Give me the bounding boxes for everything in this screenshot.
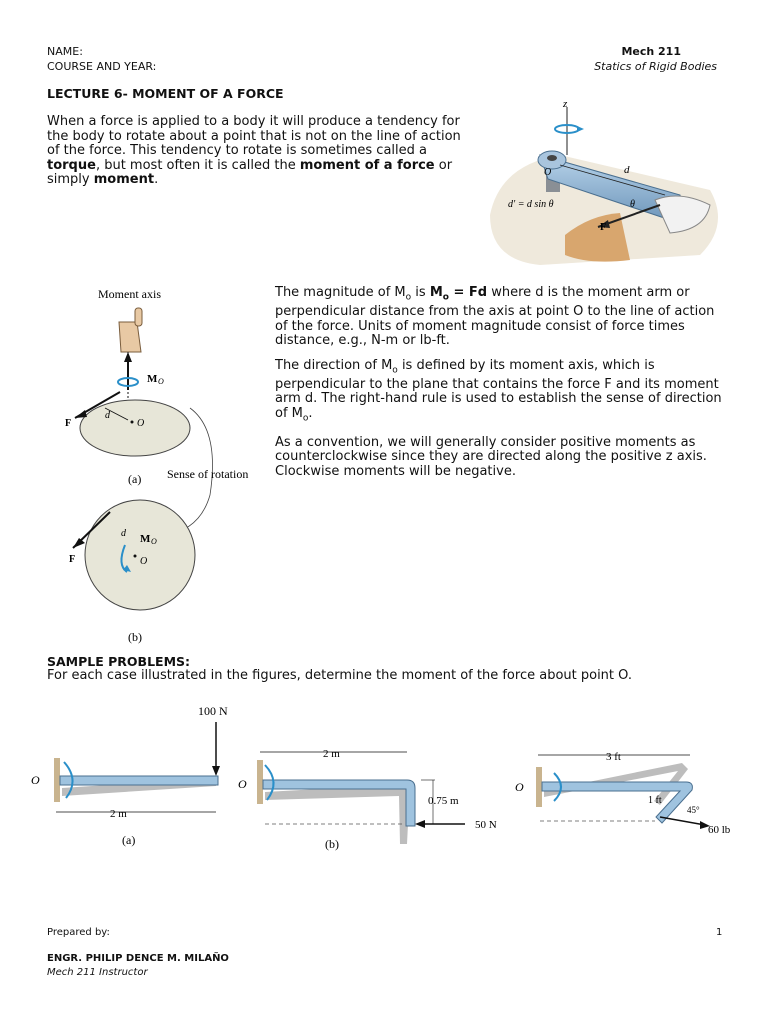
b-height-label: 0.75 m <box>428 795 459 807</box>
mo-sub-b: O <box>151 537 157 546</box>
mo-arrowhead-icon <box>124 352 132 362</box>
mag-text-1: The magnitude of M <box>275 285 406 300</box>
a-beam <box>60 776 218 785</box>
wrench-z-label: z <box>563 98 568 110</box>
c-o-label: O <box>515 780 524 794</box>
wrench-f-label: F <box>600 222 607 233</box>
sample-figure-a <box>28 700 243 855</box>
label-a: (a) <box>128 472 142 486</box>
lecture-title: LECTURE 6- MOMENT OF A FORCE <box>47 86 284 101</box>
sample-figure-c <box>510 745 750 840</box>
course-title: Statics of Rigid Bodies <box>594 60 717 73</box>
mag-eq-sub: o <box>442 292 449 303</box>
wrench-dprime-label: d′ = d sin θ <box>508 199 554 210</box>
wrench-d-label: d <box>624 164 630 176</box>
dir-text-1: The direction of M <box>275 357 393 373</box>
explanation-column <box>275 286 730 489</box>
c-dist-label: 3 ft <box>606 751 621 763</box>
a-o-label: O <box>31 773 40 787</box>
mag-eq-m: M <box>429 285 443 300</box>
dir-sub-2: o <box>302 413 309 424</box>
force-arrowhead-a-icon <box>75 410 87 418</box>
magnitude-paragraph <box>275 286 730 349</box>
mo-label-b: M <box>140 533 151 545</box>
d-label-b: d <box>121 528 126 539</box>
wrench-theta-label: θ <box>630 199 635 210</box>
c-force-arrow <box>660 817 705 825</box>
f-label-a: F <box>65 418 72 429</box>
convention-paragraph: As a convention, we will generally consider positive moments as counterclockwise since they are directed along the positive z axis. Clockwise moments will be negative. <box>275 434 707 479</box>
pivot-b <box>134 555 137 558</box>
wrench-o-label: O <box>544 167 552 178</box>
dir-text-2: is defined by its moment axis, which is perpendicular to the plane that contains the force F and its moment arm d. The right-hand rule is used to establish the sense of direction of M <box>275 357 722 421</box>
course-code: Mech 211 <box>621 45 681 58</box>
author-name: ENGR. PHILIP DENCE M. MILAÑO <box>47 953 229 964</box>
a-figure-label: (a) <box>122 833 136 847</box>
moment-axis-label: Moment axis <box>98 287 161 301</box>
f-label-b: F <box>69 554 76 565</box>
direction-paragraph <box>275 359 730 426</box>
mo-label-a: M <box>147 373 158 385</box>
intro-torque: torque <box>47 157 96 173</box>
intro-text-3: or simply <box>47 157 453 187</box>
mag-sub-1: o <box>405 292 412 303</box>
b-force-label: 50 N <box>475 819 497 831</box>
course-year-label: COURSE AND YEAR: <box>47 60 157 73</box>
name-label: NAME: <box>47 45 83 58</box>
b-bent-beam <box>263 780 415 826</box>
moment-axis-figure <box>45 280 270 645</box>
intro-text-4: . <box>154 172 159 187</box>
mo-sub-a: O <box>158 377 164 386</box>
c-wall <box>536 767 542 807</box>
o-label-a: O <box>137 418 145 429</box>
force-arrowhead-b-icon <box>73 538 85 548</box>
mag-eq-rest: = Fd <box>448 285 488 300</box>
sense-of-rotation-label: Sense of rotation <box>167 467 249 481</box>
thumb-up-icon <box>119 322 141 352</box>
b-wall <box>257 760 263 804</box>
b-force-arrowhead-icon <box>415 820 425 828</box>
a-force-arrowhead-icon <box>212 766 220 776</box>
dir-text-3: . <box>308 405 313 421</box>
disc-b <box>85 500 195 610</box>
author-role: Mech 211 Instructor <box>47 967 148 978</box>
pivot-a <box>131 421 134 424</box>
sample-figure-b <box>235 740 500 855</box>
intro-moment-of-force: moment of a force <box>299 157 435 173</box>
intro-paragraph <box>47 115 467 188</box>
b-figure-label: (b) <box>325 837 339 851</box>
bolt-hole <box>547 155 557 161</box>
intro-moment: moment <box>93 172 155 187</box>
mag-text-3: where d is the moment arm or perpendicular distance from the axis at point O to the line of action of the force. Units of moment magnitude consist of force times distance, e.g., N-m or lb-ft. <box>275 285 715 349</box>
thumb-icon <box>135 308 142 326</box>
a-force-label: 100 N <box>198 704 228 718</box>
mag-text-2: is <box>411 285 430 300</box>
c-angle-label: 45° <box>687 805 700 815</box>
b-deflection-shadow <box>265 784 410 844</box>
o-label-b: O <box>140 556 148 567</box>
c-bent-beam <box>542 782 692 823</box>
label-b: (b) <box>128 630 142 644</box>
a-dist-label: 2 m <box>110 808 127 820</box>
disc-a <box>80 400 190 456</box>
prepared-by-label: Prepared by: <box>47 927 110 938</box>
c-force-label: 60 lb <box>708 824 731 836</box>
dir-sub-1: o <box>392 365 398 376</box>
b-dist-label: 2 m <box>323 748 340 760</box>
b-o-label: O <box>238 777 247 791</box>
wrench-figure <box>480 95 730 270</box>
page-number: 1 <box>716 927 723 938</box>
d-label-a: d <box>105 410 110 421</box>
a-wall <box>54 758 60 802</box>
rotation-arrowhead-icon <box>577 126 584 132</box>
sample-problems-instruction: For each case illustrated in the figures, determine the moment of the force about point O. <box>47 668 632 683</box>
sample-problems-heading: SAMPLE PROBLEMS: <box>47 654 191 669</box>
c-len-label: 1 ft <box>648 795 662 806</box>
intro-text-1: When a force is applied to a body it will produce a tendency for the body to rotate about a point that is not on the line of action of the force. This tendency to rotate is sometimes called a <box>47 114 461 158</box>
intro-text-2: , but most often it is called the <box>95 157 300 173</box>
